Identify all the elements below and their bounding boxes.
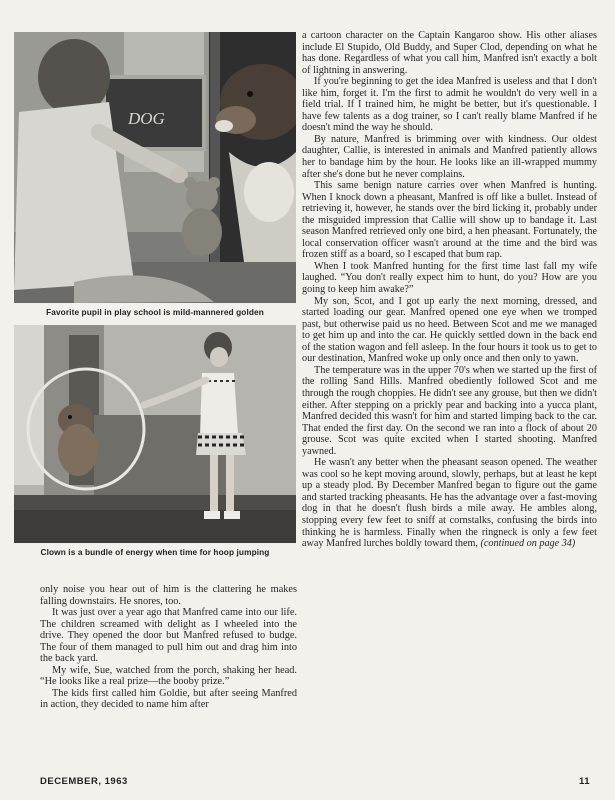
article-right-column <box>302 30 597 550</box>
photo-caption-1: Favorite pupil in play school is mild-mannered golden <box>46 307 264 317</box>
paragraph: By nature, Manfred is brimming over with kindness. Our oldest daughter, Callie, is interested in animals and Manfred patiently allows her to bandage him by the hour. He looks like an ill-wrapped mummy after she's done but he never complains. <box>302 133 597 180</box>
paragraph: The temperature was in the upper 70's when we started up the first of the rolling Sand Hills. Manfred obediently followed Scot and me through the rough choppies. He didn't see any grouse, but then we didn't either. After stepping on a prickly pear and backing into a yucca plant, Manfred decided this wasn't for him and started limping back to the car. That ended the first day. On the second we ran into a flock of about 20 grouse. Scot was quite excited when I started shooting. Manfred yawned. <box>302 364 597 457</box>
paragraph: When I took Manfred hunting for the first time last fall my wife laughed. “You don't really expect him to hunt, do you? How are you going to keep him awake?” <box>302 260 597 296</box>
photo-chalkboard-dog <box>14 32 296 303</box>
article-left-column <box>40 584 297 711</box>
photo-caption-2: Clown is a bundle of energy when time for hoop jumping <box>40 547 270 557</box>
chalkboard-text: DOG <box>128 109 165 128</box>
paragraph <box>302 457 597 549</box>
footer-date: DECEMBER, 1963 <box>40 776 128 787</box>
paragraph: This same benign nature carries over when Manfred is hunting. When I knock down a pheasant, Manfred is off like a bullet. Instead of retrieving it, however, he stands over the bird licking it, probably under the misguided impression that Callie will show up to bandage it. Last season Manfred retrieved only one bird, a hen pheasant. Fortunately, the local conservation officer wasn't around at the time and the bird was frozen stiff as a board, so I escaped that bum rap. <box>302 180 597 261</box>
paragraph: My son, Scot, and I got up early the next morning, dressed, and started loading our gear. Manfred opened one eye when we tromped past, but otherwise paid us no heed. Between Scot and me we managed to get him up and into the car. He quickly settled down in the back end of the station wagon and fell asleep. In the four hours it took us to get to our destination, Manfred woke up only once and then only to yawn. <box>302 295 597 365</box>
paragraph-text: He wasn't any better when the pheasant season opened. The weather was cool so he kept moving around, slowly, perhaps, but at least he kept up a steady plod. By December Manfred began to figure out the game and started tracking pheasants. He has the advantage over a fast-moving dog in that he doesn't flush birds a mile away. He ambles along, stopping every few feet to sniff at cornstalks, confusing the birds into thinking he is harmless. Finally when the ringneck is only a few feet away Manfred lurches boldly toward them, <box>302 457 597 550</box>
paragraph: The kids first called him Goldie, but after seeing Manfred in action, they decided to name him after <box>40 687 297 711</box>
page-number: 11 <box>579 776 591 787</box>
paragraph: only noise you hear out of him is the clattering he makes falling downstairs. He snores, too. <box>40 584 297 607</box>
paragraph: It was just over a year ago that Manfred came into our life. The children screamed with delight as I wheeled into the drive. They opened the door but Manfred refused to budge. The four of them managed to pull him out and drag him into the back yard. <box>40 607 297 665</box>
photo-hoop-dog <box>14 325 296 543</box>
paragraph: a cartoon character on the Captain Kangaroo show. His other aliases include El Stupido, Old Buddy, and Super Clod, depending on what he has done. Regardless of what you call him, Manfred isn't exactly a bolt of lightning in answering. <box>302 30 597 76</box>
paragraph: My wife, Sue, watched from the porch, shaking her head. “He looks like a real prize—the booby prize.” <box>40 664 297 688</box>
photo-chalkboard-dog-image <box>14 32 296 303</box>
photo-hoop-dog-image <box>14 325 296 543</box>
paragraph: If you're beginning to get the idea Manfred is useless and that I don't like him, forget it. I'm the first to admit he wouldn't do very well in a field trial. If I trained him, he might be better, but it's questionable. I have few talents as a dog trainer, so I can't really blame Manfred if he doesn't mind the way he should. <box>302 76 597 134</box>
continued-notice: (continued on page 34) <box>480 538 576 550</box>
